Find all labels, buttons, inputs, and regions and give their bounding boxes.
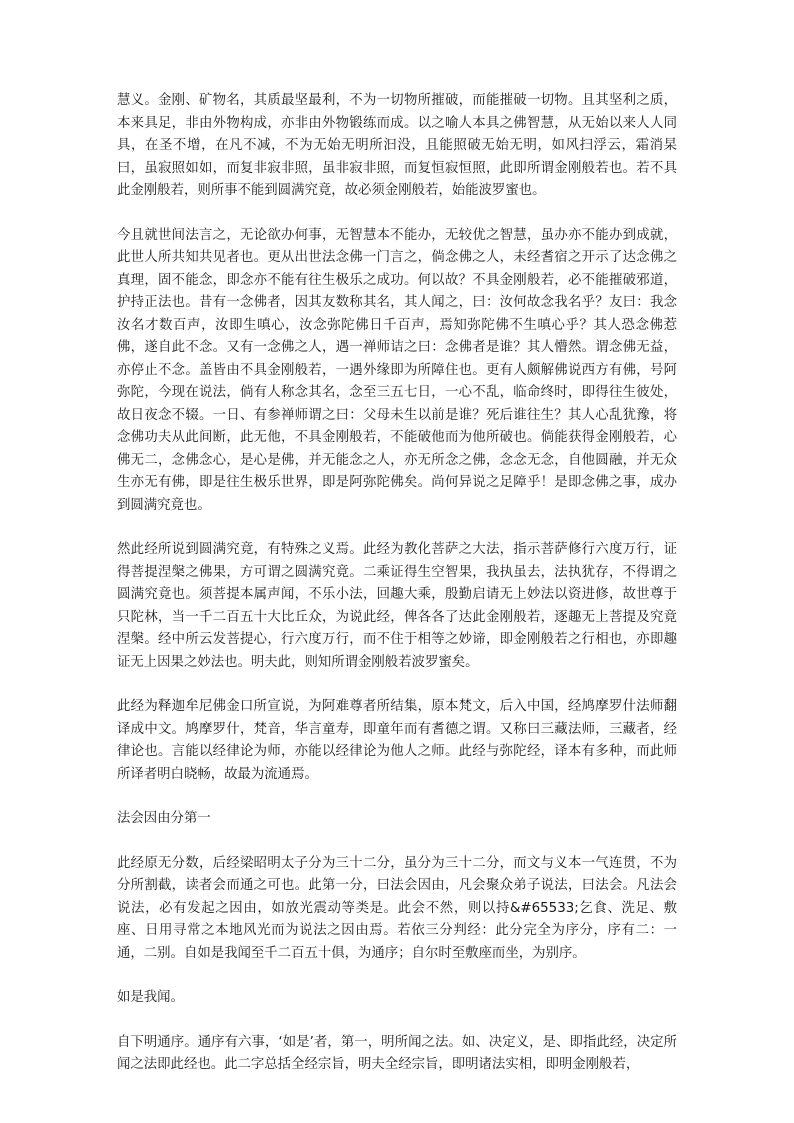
document-page <box>117 90 677 1099</box>
paragraph-diamond-metaphor: 慧义。金刚、矿物名，其质最坚最利，不为一切物所摧破，而能摧破一切物。且其坚利之质，本来具足，非由外物构成，亦非由外物锻练而成。以之喻人本具之佛智慧，从无始以来人人同具，在圣不增，在凡不减，不为无始无明所汩没，且能照破无始无明，如风扫浮云，霜消杲曰，虽寂照如如，而复非寂非照，虽非寂非照，而复恒寂恒照，此即所谓金刚般若也。若不具此金刚般若，则所事不能到圆满究竟，故必须金刚般若，始能波罗蜜也。 <box>117 93 677 198</box>
paragraph-general-preface: 自下明通序。通序有六事，‘如是’者，第一，明所闻之法。如、决定义，是、即指此经，决定所闻之法即此经也。此二字总括全经宗旨，明夫全经宗旨，即明诸法实相，即明金刚般若， <box>117 1034 677 1072</box>
paragraph-worldly-dharma: 今且就世间法言之，无论欲办何事，无智慧本不能办，无较优之智慧，虽办亦不能办到成就，此世人所共知共见者也。更从出世法念佛一门言之，倘念佛之人，未经耆宿之开示了达念佛之真理，固不能念，即念亦不能有往生极乐之成功。何以故？不具金刚般若，必不能摧破邪道，护持正法也。昔有一念佛者，因其友数称其名，其人闻之，曰：汝何故念我名乎？友曰：我念汝名才数百声，汝即生嗔心，汝念弥陀佛日千百声，焉知弥陀佛不生嗔心乎？其人恐念佛惹佛，遂自此不念。又有一念佛之人，遇一禅师诘之曰：念佛者是谁？其人懵然。谓念佛无益，亦停止不念。盖皆由不具金刚般若，一遇外缘即为所障住也。更有人颇解佛说西方有佛，号阿弥陀，今现在说法，倘有人称念其名，念至三五七日，一心不乱，临命终时，即得往生彼处，故日夜念不辍。一日、有参禅师谓之曰：父母未生以前是谁？死后谁往生？其人心乱犹豫，将念佛功夫从此间断，此无他，不具金刚般若，不能破他而为他所破也。倘能获得金刚般若，心佛无二，念佛念心，是心是佛，并无能念之人，亦无所念之佛，念念无念，自他圆融，并无众生亦无有佛，即是往生极乐世界，即是阿弥陀佛矣。尚何异说之足障乎！是即念佛之事，成办到圆满究竟也。 <box>117 227 677 513</box>
section-heading: 法会因由分第一 <box>117 811 211 826</box>
paragraph-section-intro: 此经原无分数，后经梁昭明太子分为三十二分，虽分为三十二分，而文与义本一气连贯，不为分所割截，读者会而通之可也。此第一分，曰法会因由，凡会聚众弟子说法，曰法会。凡法会说法，必有发起之因由，如放光震动等类是。此会不然，则以持&#65533;乞食、洗足、敷座、日用寻常之本地风光而为说法之因由焉。若依三分判经：此分完全为序分，序有二：一通，二别。自如是我闻至千二百五十俱，为通序；自尔时至敷座而坐，为别序。 <box>117 855 677 961</box>
paragraph-sutra-opening: 如是我闻。 <box>117 990 184 1005</box>
paragraph-translation: 此经为释迦牟尼佛金口所宣说，为阿难尊者所结集，原本梵文，后入中国，经鸠摩罗什法师翻译成中文。鸠摩罗什，梵音，华言童寿，即童年而有耆德之谓。又称曰三藏法师，三藏者，经律论也。言能以经律论为师，亦能以经律论为他人之师。此经与弥陀经，译本有多种，而此师所译者明白晓畅，故最为流通焉。 <box>117 699 677 782</box>
paragraph-sutra-ultimate: 然此经所说到圆满究竟，有特殊之义焉。此经为教化菩萨之大法，指示菩萨修行六度万行，证得菩提涅槃之佛果，方可谓之圆满究竟。二乘证得生空智果，我执虽去，法执犹存，不得谓之圆满究竟也。须菩提本属声闻，不乐小法，回趣大乘，殷勤启请无上妙法以资进修，故世尊于只陀林，当一千二百五十大比丘众，为说此经，俾各各了达此金刚般若，逐趣无上菩提及究竟涅槃。经中所云发菩提心，行六度万行，而不住于相等之妙谛，即金刚般若之行相也，亦即趣证无上因果之妙法也。明夫此，则知所谓金刚般若波罗蜜矣。 <box>117 542 677 670</box>
